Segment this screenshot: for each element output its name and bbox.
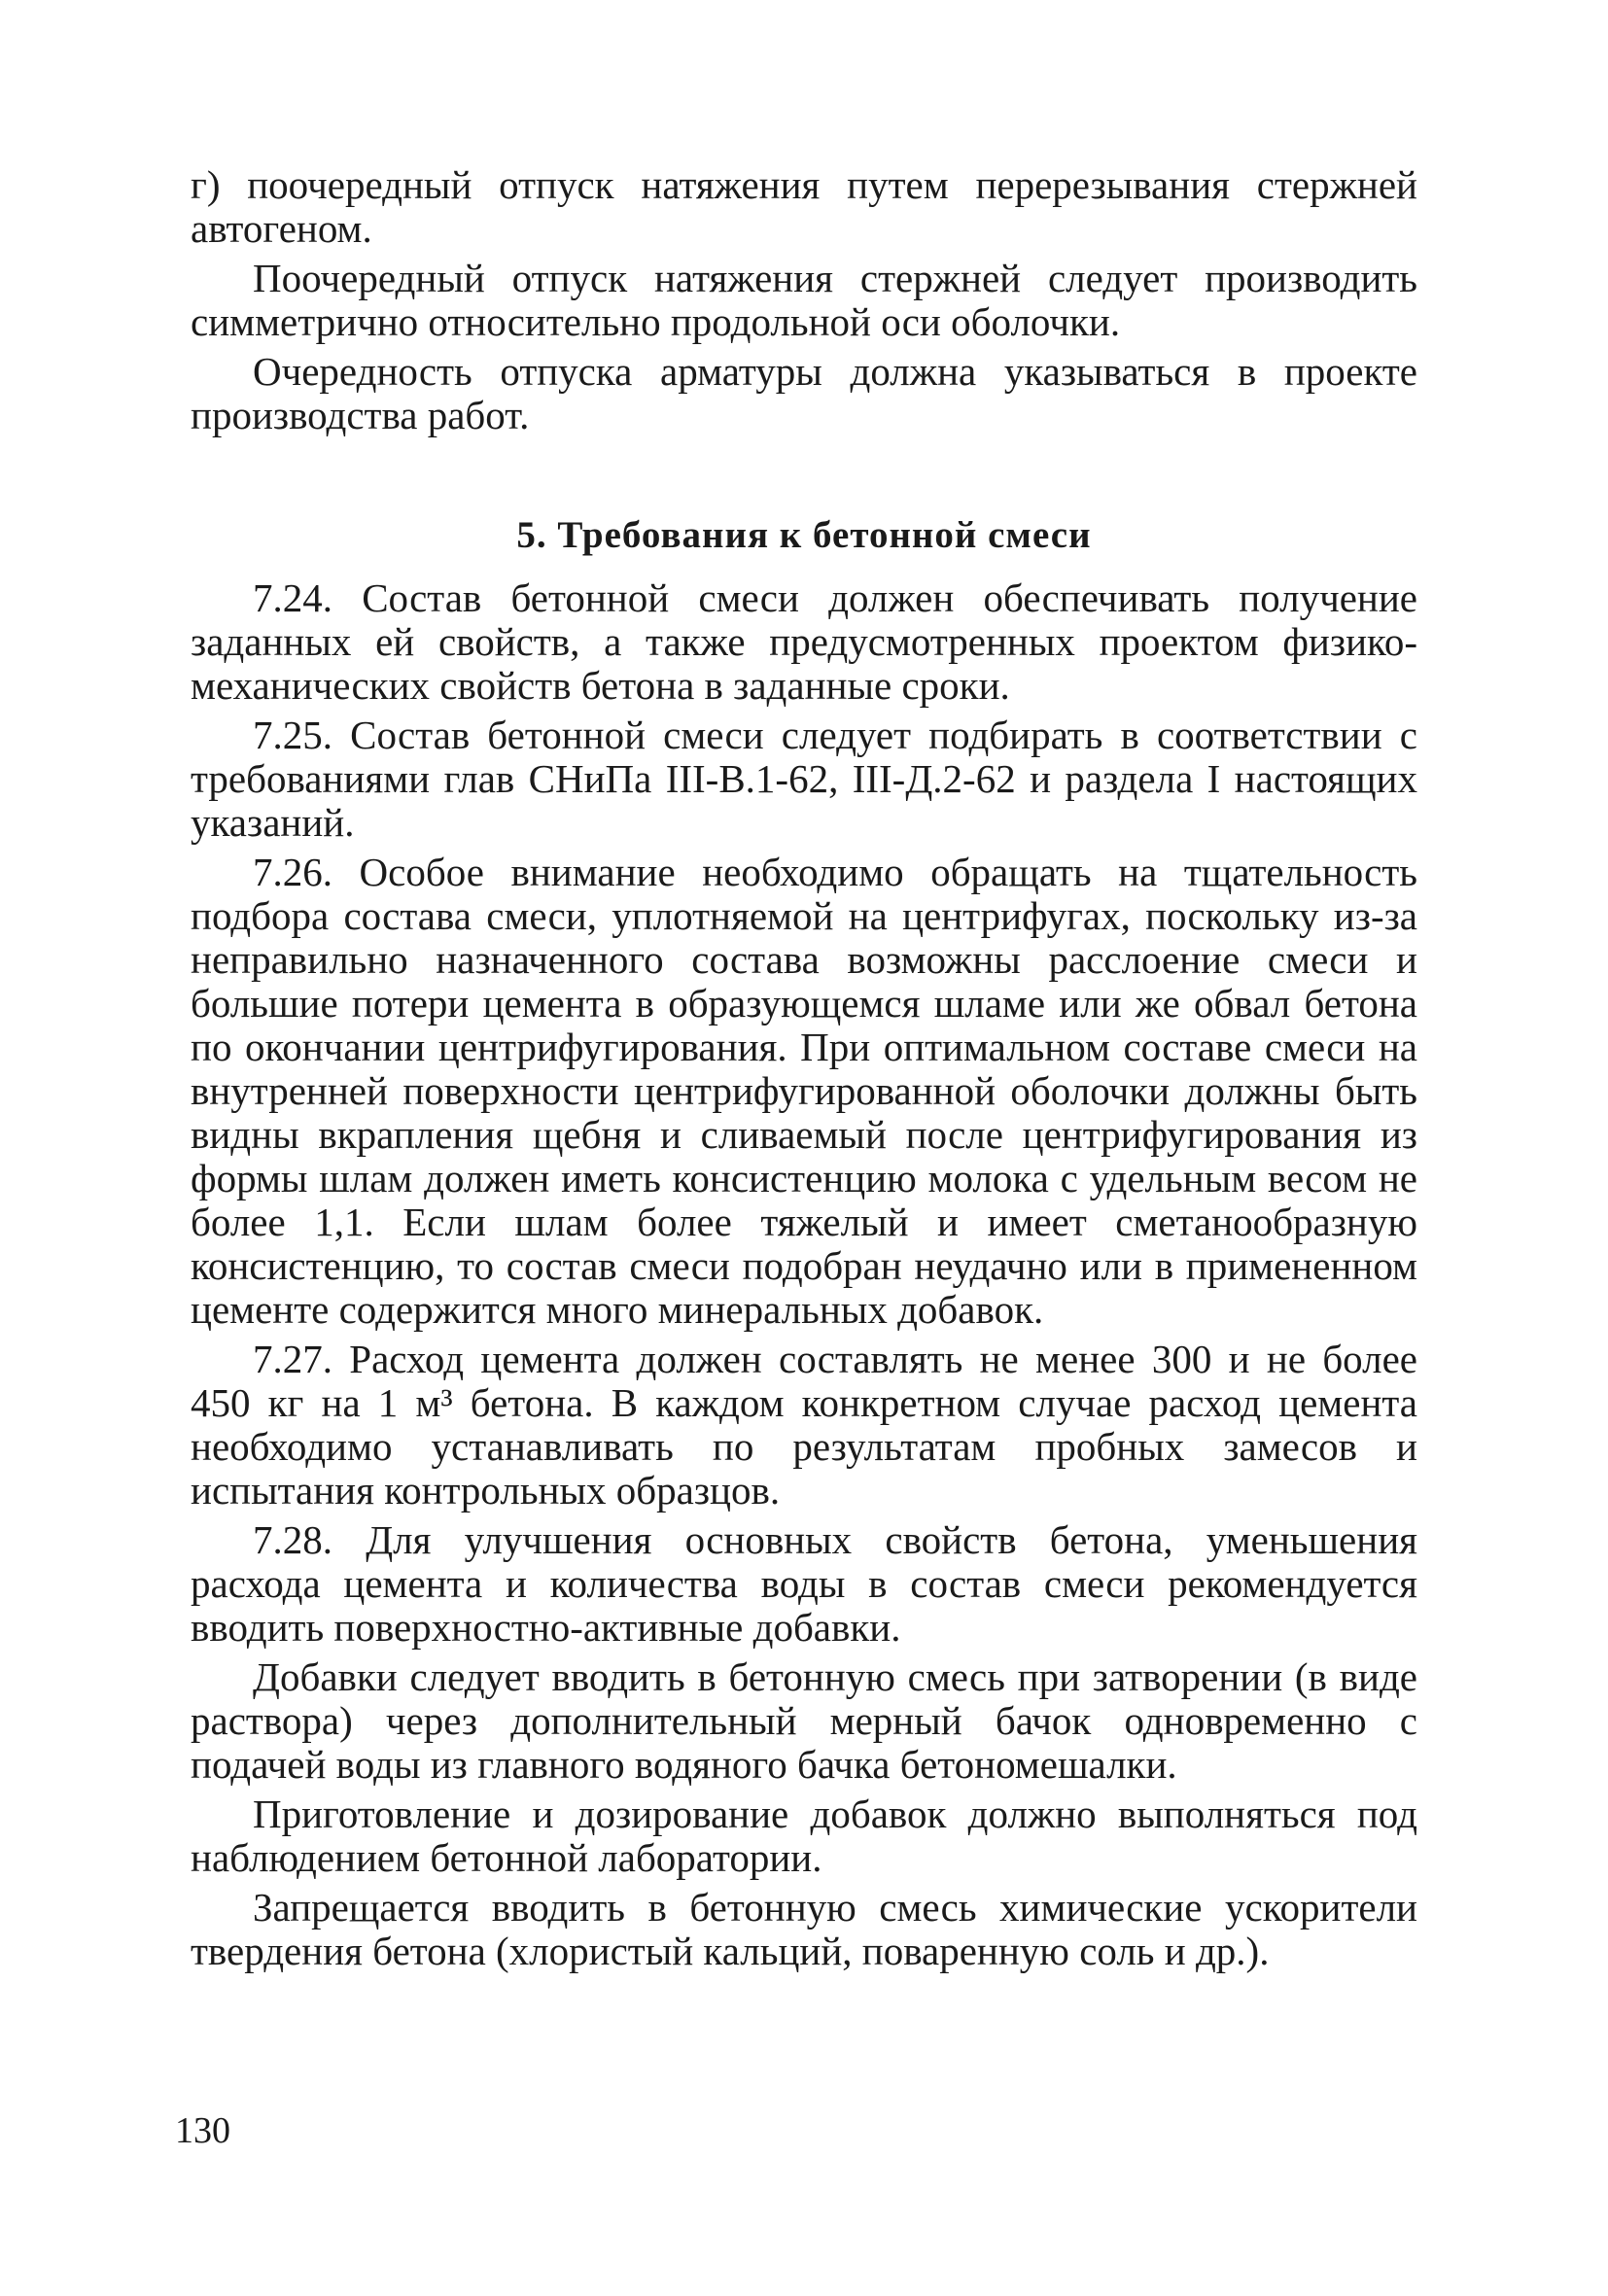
section-heading: 5. Требования к бетонной смеси [516, 514, 1092, 556]
paragraph-release-symmetry: Поочередный отпуск натяжения стержней следует производить симметрично относительно продольной оси оболочки. [191, 256, 1417, 344]
paragraph-7-25: 7.25. Состав бетонной смеси следует подбирать в соответствии с требованиями глав СНиПа III-В.1-62, III-Д.2-62 и раздела I настоящих указаний. [191, 713, 1417, 845]
paragraph-7-24: 7.24. Состав бетонной смеси должен обеспечивать получение заданных ей свойств, а также предусмотренных проектом физико-механических свойств бетона в заданные сроки. [191, 575, 1417, 708]
page-number: 130 [175, 2110, 230, 2151]
paragraph-item-g: г) поочередный отпуск натяжения путем перерезывания стержней автогеном. [191, 162, 1417, 251]
paragraph-accelerators-prohibition: Запрещается вводить в бетонную смесь химические ускорители твердения бетона (хлористый кальций, поваренную соль и др.). [191, 1885, 1417, 1973]
paragraph-additives-introduction: Добавки следует вводить в бетонную смесь при затворении (в виде раствора) через дополнительный мерный бачок одновременно с подачей воды из главного водяного бачка бетономешалки. [191, 1654, 1417, 1787]
paragraph-additives-dosing: Приготовление и дозирование добавок должно выполняться под наблюдением бетонной лаборатории. [191, 1792, 1417, 1880]
paragraph-7-26: 7.26. Особое внимание необходимо обращать на тщательность подбора состава смеси, уплотняемой на центрифугах, поскольку из-за неправильно назначенного состава возможны расслоение смеси и большие потери цемента в образующемся шламе или же обвал бетона по окончании центрифугирования. При оптимальном составе смеси на внутренней поверхности центрифугированной оболочки должны быть видны вкрапления щебня и сливаемый после центрифугирования из формы шлам должен иметь консистенцию молока с удельным весом не более 1,1. Если шлам более тяжелый и имеет сметанообразную консистенцию, то состав смеси подобран неудачно или в примененном цементе содержится много минеральных добавок. [191, 850, 1417, 1332]
paragraph-7-28: 7.28. Для улучшения основных свойств бетона, уменьшения расхода цемента и количества воды в состав смеси рекомендуется вводить поверхностно-активные добавки. [191, 1517, 1417, 1650]
paragraph-release-order: Очередность отпуска арматуры должна указываться в проекте производства работ. [191, 349, 1417, 437]
paragraph-7-27: 7.27. Расход цемента должен составлять не менее 300 и не более 450 кг на 1 м³ бетона. В каждом конкретном случае расход цемента необходимо устанавливать по результатам пробных замесов и испытания контрольных образцов. [191, 1337, 1417, 1513]
body-text [191, 163, 1417, 1973]
